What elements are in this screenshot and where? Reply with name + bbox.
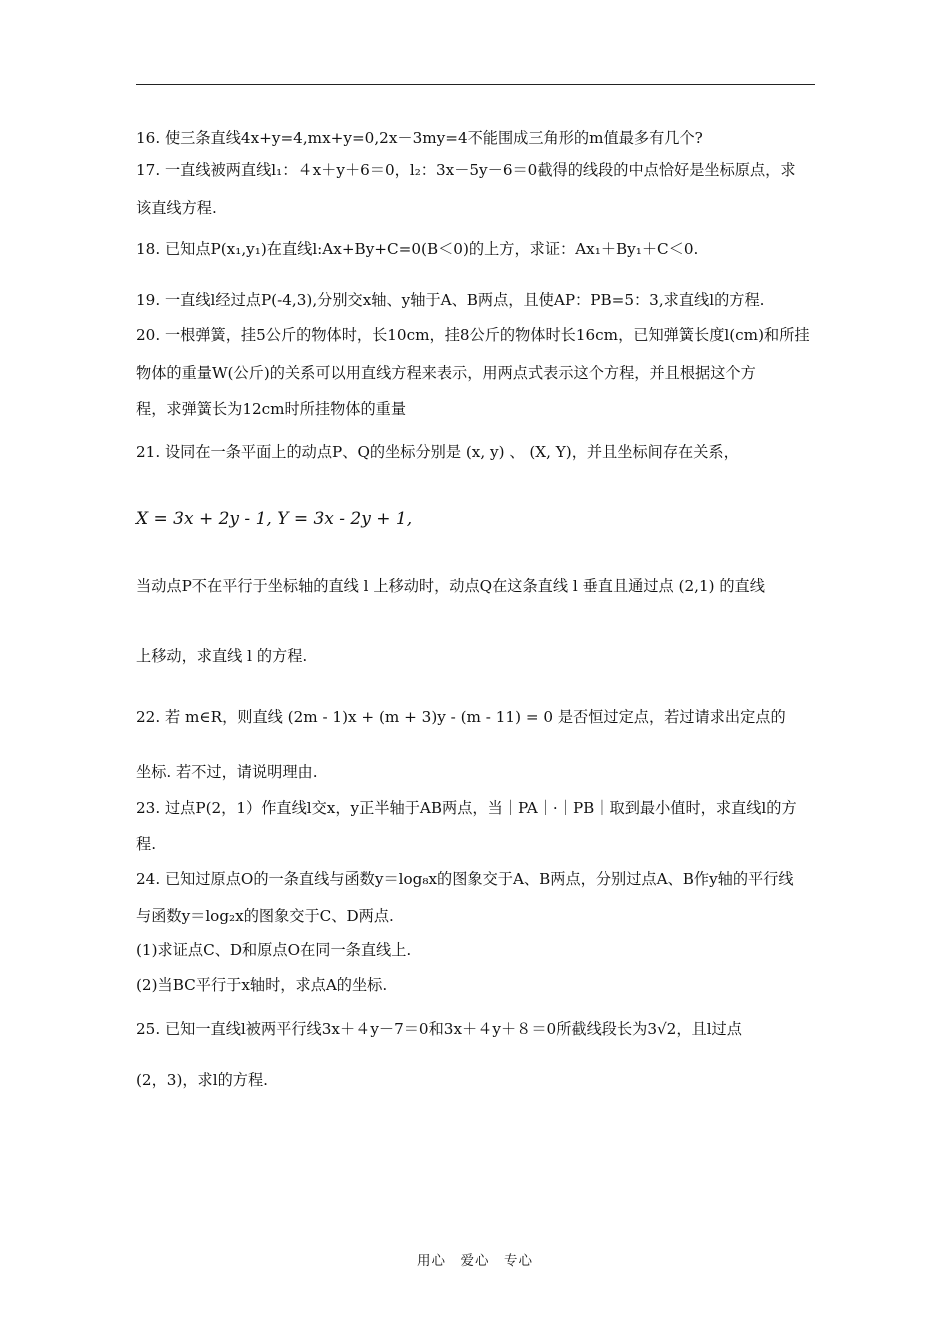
problem-24-part1: (1)求证点C、D和原点O在同一条直线上. xyxy=(136,941,412,959)
problem-22-line2: 坐标. 若不过，请说明理由. xyxy=(136,763,318,781)
problem-16: 16. 使三条直线4x+y=4,mx+y=0,2x－3my=4不能围成三角形的m值最多有几个? xyxy=(136,129,703,147)
header-rule xyxy=(136,84,815,85)
problem-25-line2: (2，3)，求l的方程. xyxy=(136,1071,268,1089)
problem-21-line4: 上移动，求直线 l 的方程. xyxy=(136,647,308,665)
problem-18: 18. 已知点P(x₁,y₁)在直线l:Ax+By+C=0(B＜0)的上方，求证：Ax₁＋By₁＋C＜0. xyxy=(136,240,699,258)
problem-25-line1: 25. 已知一直线l被两平行线3x＋４y－7＝0和3x＋４y＋８＝0所截线段长为3√2，且l过点 xyxy=(136,1020,742,1038)
problem-21-line3: 当动点P不在平行于坐标轴的直线 l 上移动时，动点Q在这条直线 l 垂直且通过点 (2,1) 的直线 xyxy=(136,577,765,595)
problem-19: 19. 一直线l经过点P(-4,3),分别交x轴、y轴于A、B两点，且使AP：PB=5：3,求直线l的方程. xyxy=(136,291,765,309)
page-footer: 用心 爱心 专心 xyxy=(417,1253,533,1269)
problem-21-formula: X = 3x + 2y - 1, Y = 3x - 2y + 1, xyxy=(136,509,413,529)
problem-24-line1: 24. 已知过原点O的一条直线与函数y＝log₈x的图象交于A、B两点，分别过点A、B作y轴的平行线 xyxy=(136,870,794,888)
problem-17-line2: 该直线方程. xyxy=(136,199,217,217)
problem-23-line2: 程. xyxy=(136,835,157,853)
problem-22-line1: 22. 若 m∈R，则直线 (2m - 1)x + (m + 3)y - (m - 11) = 0 是否恒过定点，若过请求出定点的 xyxy=(136,708,786,726)
problem-24-part2: (2)当BC平行于x轴时，求点A的坐标. xyxy=(136,976,388,994)
problem-20-line3: 程，求弹簧长为12cm时所挂物体的重量 xyxy=(136,400,407,418)
problem-17-line1: 17. 一直线被两直线l₁：４x＋y＋6＝0，l₂：3x－5y－6＝0截得的线段的中点恰好是坐标原点，求 xyxy=(136,161,796,179)
problem-20-line2: 物体的重量W(公斤)的关系可以用直线方程来表示，用两点式表示这个方程，并且根据这个方 xyxy=(136,364,756,382)
problem-21-line1: 21. 设同在一条平面上的动点P、Q的坐标分别是 (x, y) 、 (X, Y)，并且坐标间存在关系， xyxy=(136,443,739,461)
problem-24-line2: 与函数y＝log₂x的图象交于C、D两点. xyxy=(136,907,394,925)
problem-23-line1: 23. 过点P(2，1）作直线l交x，y正半轴于AB两点，当｜PA｜·｜PB｜取到最小值时，求直线l的方 xyxy=(136,799,797,817)
problem-20-line1: 20. 一根弹簧，挂5公斤的物体时，长10cm，挂8公斤的物体时长16cm，已知弹簧长度l(cm)和所挂 xyxy=(136,326,810,344)
